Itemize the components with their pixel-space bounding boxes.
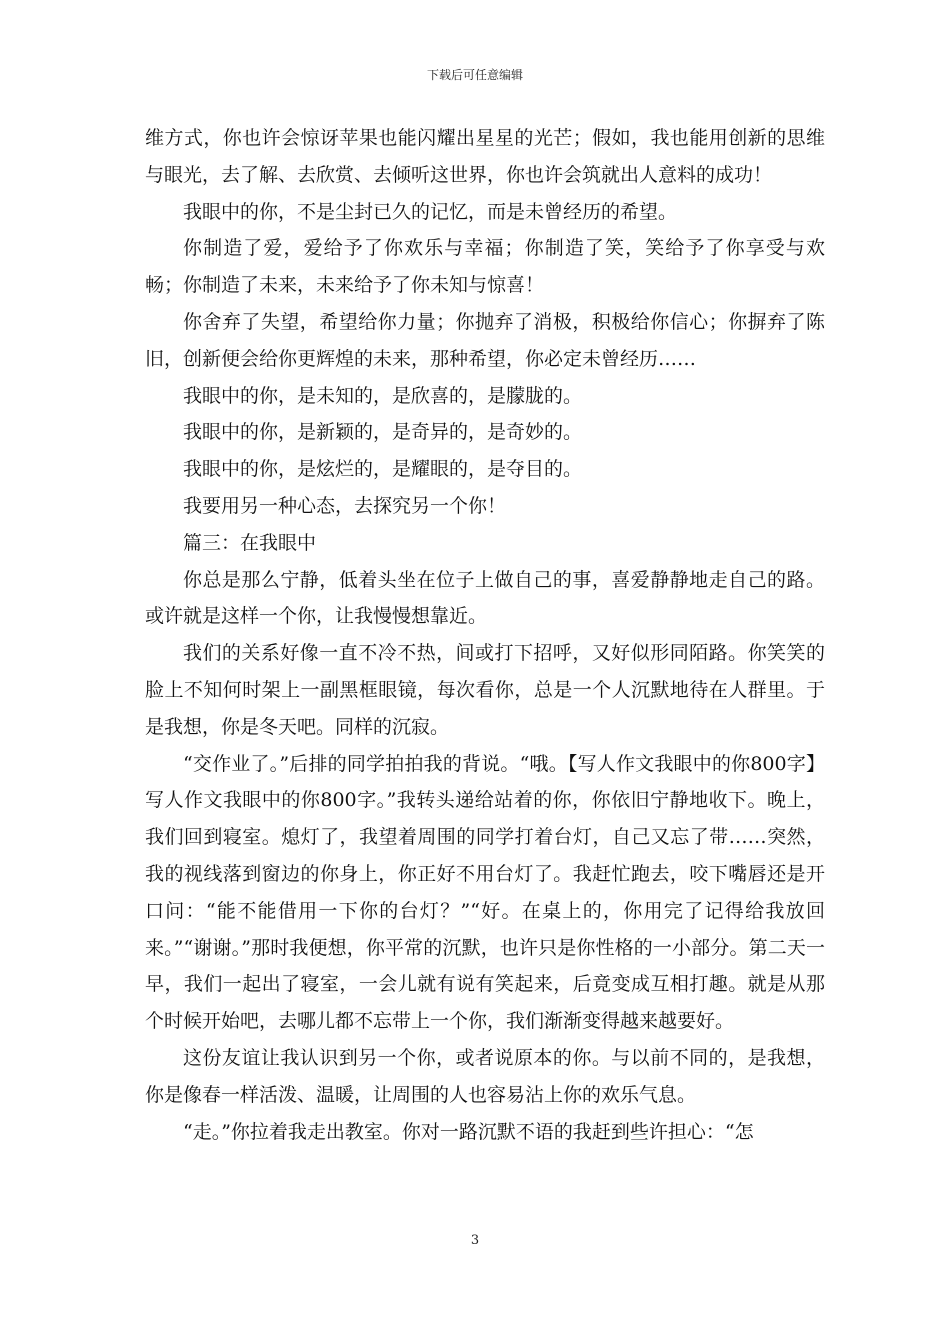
- document-body: [145, 120, 825, 1150]
- section-heading: 篇三：在我眼中: [183, 531, 317, 554]
- page-number: 3: [470, 1233, 480, 1248]
- paragraph: 你总是那么宁静，低着头坐在位子上做自己的事，喜爱静静地走自己的路。或许就是这样一个你，让我慢慢想靠近。: [145, 568, 825, 628]
- paragraph: 你制造了爱，爱给予了你欢乐与幸福；你制造了笑，笑给予了你享受与欢畅；你制造了未来，未来给予了你未知与惊喜！: [145, 237, 825, 297]
- paragraph: 我眼中的你，是新颖的，是奇异的，是奇妙的。: [183, 421, 583, 444]
- paragraph: 我要用另一种心态，去探究另一个你！: [183, 494, 507, 517]
- paragraph: 这份友谊让我认识到另一个你，或者说原本的你。与以前不同的，是我想，你是像春一样活泼、温暖，让周围的人也容易沾上你的欢乐气息。: [145, 1046, 825, 1106]
- paragraph: “走。”你拉着我走出教室。你对一路沉默不语的我赶到些许担心：“怎: [183, 1120, 754, 1143]
- paragraph: “交作业了。”后排的同学拍拍我的背说。“哦。【写人作文我眼中的你800字】写人作文我眼中的你800字。”我转头递给站着的你，你依旧宁静地收下。晚上，我们回到寝室。熄灯了，我望着周围的同学打着台灯，自己又忘了带……突然，我的视线落到窗边的你身上，你正好不用台灯了。我赶忙跑去，咬下嘴唇还是开口问：“能不能借用一下你的台灯？”“好。在桌上的，你用完了记得给我放回来。”“谢谢。”那时我便想，你平常的沉默，也许只是你性格的一小部分。第二天一早，我们一起出了寝室，一会儿就有说有笑起来，后竟变成互相打趣。就是从那个时候开始吧，去哪儿都不忘带上一个你，我们渐渐变得越来越要好。: [145, 752, 825, 1033]
- paragraph: 我们的关系好像一直不冷不热，间或打下招呼，又好似形同陌路。你笑笑的脸上不知何时架上一副黑框眼镜，每次看你，总是一个人沉默地待在人群里。于是我想，你是冬天吧。同样的沉寂。: [145, 642, 825, 738]
- paragraph: 我眼中的你，是未知的，是欣喜的，是朦胧的。: [183, 384, 583, 407]
- paragraph: 你舍弃了失望，希望给你力量；你抛弃了消极，积极给你信心；你摒弃了陈旧，创新便会给你更辉煌的未来，那种希望，你必定未曾经历……: [145, 310, 825, 370]
- paragraph: 我眼中的你，不是尘封已久的记忆，而是未曾经历的希望。: [183, 200, 678, 223]
- paragraph: 我眼中的你，是炫烂的，是耀眼的，是夺目的。: [183, 458, 583, 481]
- page-header: 下载后可任意编辑: [426, 68, 523, 82]
- paragraph: 维方式，你也许会惊讶苹果也能闪耀出星星的光芒；假如，我也能用创新的思维与眼光，去了解、去欣赏、去倾听这世界，你也许会筑就出人意料的成功！: [145, 127, 825, 186]
